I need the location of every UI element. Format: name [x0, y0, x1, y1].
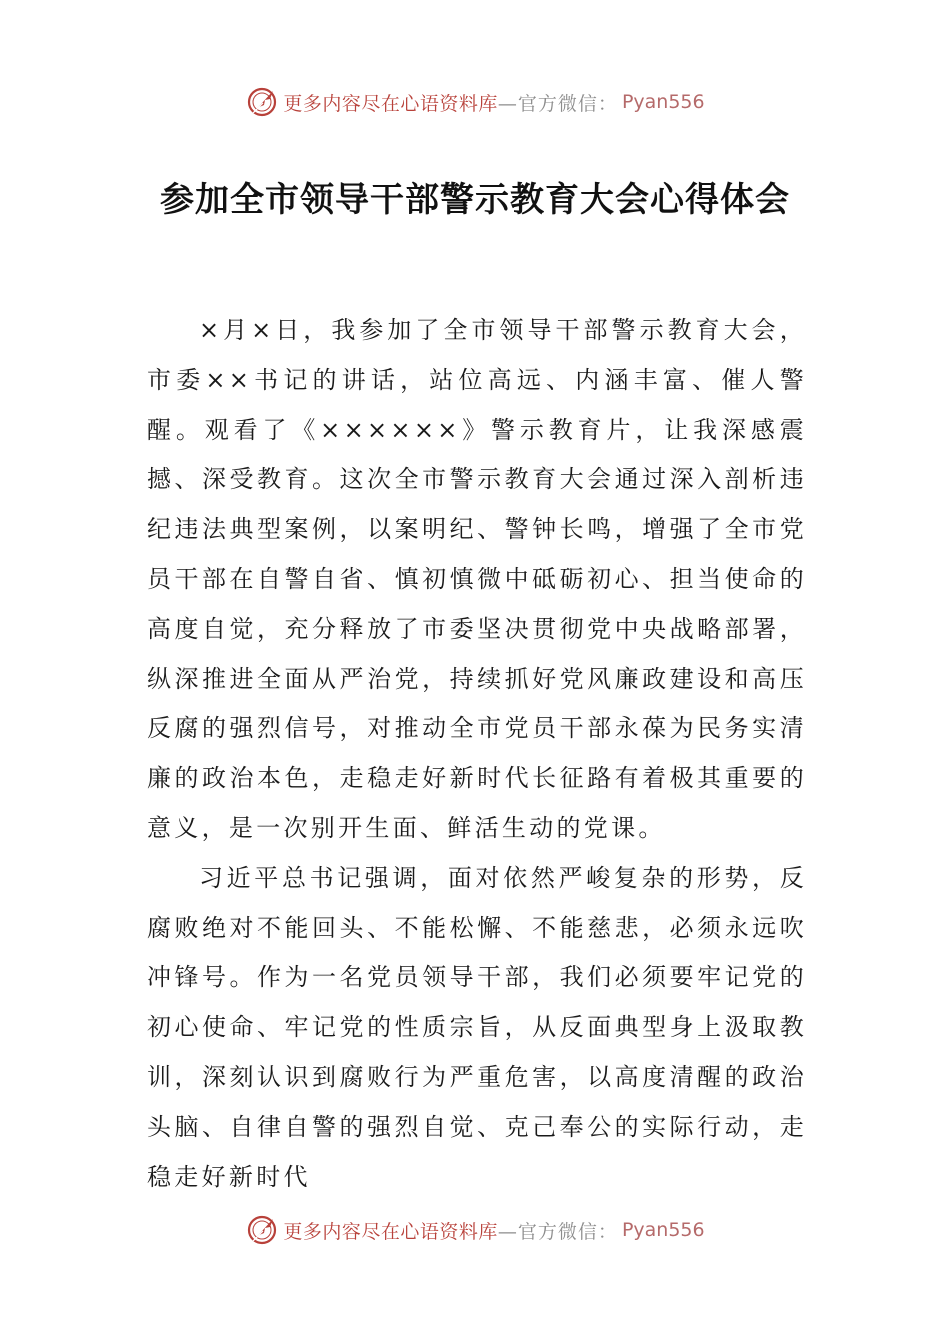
- banner-wechat-label: —官方微信：: [497, 92, 618, 115]
- quill-pen-icon: [245, 85, 279, 119]
- banner-wechat-handle: Pyan556: [621, 1219, 705, 1241]
- banner-site-text: 更多内容尽在心语资料库: [283, 92, 498, 115]
- document-body: [147, 306, 807, 1202]
- banner-site-text: 更多内容尽在心语资料库: [283, 1220, 498, 1243]
- banner-wechat-label: —官方微信：: [497, 1220, 618, 1243]
- footer-banner: [0, 1208, 950, 1252]
- header-banner: [0, 80, 950, 124]
- quill-pen-icon: [245, 1213, 279, 1247]
- document-title: 参加全市领导干部警示教育大会心得体会: [160, 180, 790, 220]
- paragraph: ×月×日，我参加了全市领导干部警示教育大会，市委××书记的讲话，站位高远、内涵丰富、催人警醒。观看了《××××××》警示教育片，让我深感震撼、深受教育。这次全市警示教育大会通过深入剖析违纪违法典型案例，以案明纪、警钟长鸣，增强了全市党员干部在自警自省、慎初慎微中砥砺初心、担当使命的高度自觉，充分释放了市委坚决贯彻党中央战略部署，纵深推进全面从严治党，持续抓好党风廉政建设和高压反腐的强烈信号，对推动全市党员干部永葆为民务实清廉的政治本色，走稳走好新时代长征路有着极其重要的意义，是一次别开生面、鲜活生动的党课。: [147, 316, 807, 842]
- paragraph: 习近平总书记强调，面对依然严峻复杂的形势，反腐败绝对不能回头、不能松懈、不能慈悲，必须永远吹冲锋号。作为一名党员领导干部，我们必须要牢记党的初心使命、牢记党的性质宗旨，从反面典型身上汲取教训，深刻认识到腐败行为严重危害，以高度清醒的政治头脑、自律自警的强烈自觉、克己奉公的实际行动，走稳走好新时代: [147, 863, 807, 1191]
- banner-wechat-handle: Pyan556: [621, 91, 705, 113]
